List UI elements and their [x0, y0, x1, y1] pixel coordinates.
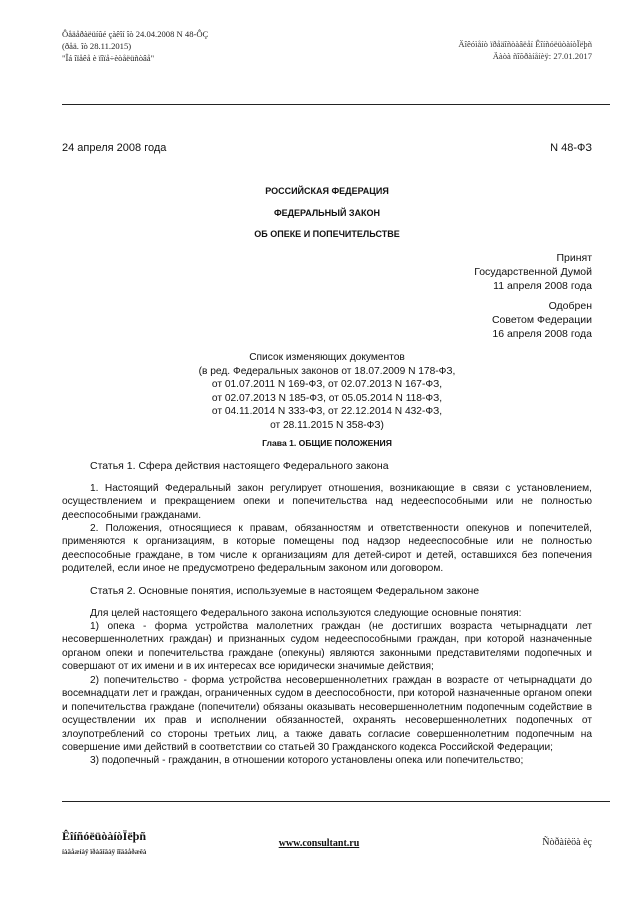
- footer-divider: [62, 801, 610, 802]
- header-doc-revision: (ðåä. îò 28.11.2015): [62, 41, 132, 51]
- revision-line: от 28.11.2015 N 358-ФЗ): [270, 419, 384, 431]
- consultant-logo: ÊîíñóëüòàíòÏëþñ: [62, 829, 147, 843]
- adopted-date: 11 апреля 2008 года: [493, 280, 592, 292]
- header-doc-name: "Îá îïåêå è ïîïå÷èòåëüñòâå": [62, 53, 155, 63]
- article-1-paragraph-1: 1. Настоящий Федеральный закон регулирует отношения, возникающие в связи с установлением, осуществлением и прекращением опеки и попечительства над недееспособными или не полностью дееспособными гражданами.: [62, 483, 592, 521]
- header-provider-info: [458, 38, 592, 62]
- adopted-block: [474, 251, 592, 293]
- law-name-title: ОБ ОПЕКЕ И ПОПЕЧИТЕЛЬСТВЕ: [254, 229, 400, 239]
- article-2-paragraph-2: 2) попечительство - форма устройства несовершеннолетних граждан в возрасте от четырнадцати до восемнадцати лет и граждан, ограниченных судом в дееспособности, при которой назначенные органом опеки и попечительства граждане (попечители) обязаны оказывать несовершеннолетним подопечным содействие в осуществлении их прав и исполнении обязанностей, охранять несовершеннолетних подопечных от злоупотреблений со стороны третьих лиц, а также давать согласие совершеннолетним подопечным на совершение ими действий в соответствии со статьей 30 Гражданского кодекса Российской Федерации;: [62, 675, 592, 754]
- consultant-website-link[interactable]: www.consultant.ru: [278, 838, 360, 849]
- header-doc-title: Ôåäåðàëüíûé çàêîí îò 24.04.2008 N 48-ÔÇ: [62, 29, 209, 39]
- law-date: 24 апреля 2008 года: [62, 142, 167, 154]
- law-number: N 48-ФЗ: [550, 142, 592, 154]
- article-2-paragraph-1: 1) опека - форма устройства малолетних граждан (не достигших возраста четырнадцати лет несовершеннолетних граждан) и признанных судом недееспособными граждан, при которой назначенные органом опеки и попечительства граждане (опекуны) являются законными представителями подопечных и совершают от их имени и в их интересах все юридически значимые действия;: [62, 621, 592, 673]
- approved-block: [492, 299, 592, 341]
- chapter-title: Глава 1. ОБЩИЕ ПОЛОЖЕНИЯ: [262, 438, 392, 448]
- approved-date: 16 апреля 2008 года: [492, 328, 592, 340]
- revision-list: [62, 351, 592, 432]
- adopted-label: Принят: [556, 252, 592, 264]
- page-counter: Ñòðàíèöà èç: [542, 837, 592, 848]
- article-2-intro: Для целей настоящего Федерального закона используются следующие основные понятия:: [90, 608, 522, 619]
- approved-label: Одобрен: [548, 300, 592, 312]
- header-doc-info: [62, 28, 208, 64]
- revision-line: от 01.07.2011 N 169-ФЗ, от 02.07.2013 N 167-ФЗ,: [211, 379, 443, 390]
- adopted-body: Государственной Думой: [474, 266, 592, 278]
- revision-heading: Список изменяющих документов: [249, 352, 405, 363]
- consultant-logo-tagline: íàäåæíàÿ ïðàâîâàÿ ïîääåðæêà: [62, 848, 147, 856]
- revision-line: от 04.11.2014 N 333-ФЗ, от 22.12.2014 N 432-ФЗ,: [211, 406, 443, 417]
- law-type-title: ФЕДЕРАЛЬНЫЙ ЗАКОН: [273, 208, 381, 218]
- article-1-paragraph-2: 2. Положения, относящиеся к правам, обязанностям и ответственности опекунов и попечителей, применяются к организациям, в которые помещены под надзор недееспособные или не полностью дееспособные граждане, в том числе к организациям для детей-сирот и детей, оставшихся без попечения родителей, если иное не предусмотрено федеральным законом или договором.: [62, 523, 592, 575]
- article-2-paragraph-3: 3) подопечный - гражданин, в отношении которого установлены опека или попечительство;: [90, 755, 524, 766]
- revision-line: (в ред. Федеральных законов от 18.07.2009 N 178-ФЗ,: [198, 365, 456, 377]
- article-2-title: Статья 2. Основные понятия, используемые в настоящем Федеральном законе: [90, 585, 480, 597]
- revision-line: от 02.07.2013 N 185-ФЗ, от 05.05.2014 N 118-ФЗ,: [211, 392, 443, 404]
- approved-body: Советом Федерации: [491, 314, 592, 326]
- header-save-date: Äàòà ñîõðàíåíèÿ: 27.01.2017: [492, 51, 592, 61]
- article-1-title: Статья 1. Сфера действия настоящего Федерального закона: [90, 460, 389, 472]
- header-divider: [62, 104, 610, 105]
- header-provider-line: Äîêóìåíò ïðåäîñòàâëåí ÊîíñóëüòàíòÏëþñ: [458, 39, 592, 49]
- federation-title: РОССИЙСКАЯ ФЕДЕРАЦИЯ: [265, 186, 389, 196]
